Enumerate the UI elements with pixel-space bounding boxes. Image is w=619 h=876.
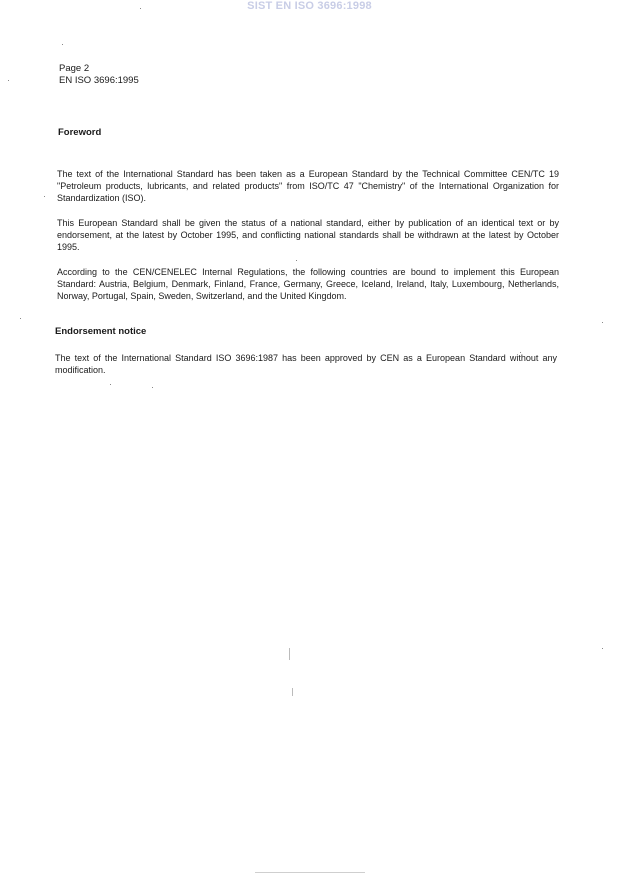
page-number: Page 2	[59, 63, 90, 74]
foreword-paragraph-2: This European Standard shall be given the status of a national standard, either by publication of an identical text or by endorsement, at the latest by October 1995, and conflicting national standards shall be withdrawn at the latest by October 1995.	[57, 218, 559, 252]
standard-reference: EN ISO 3696:1995	[59, 75, 139, 86]
watermark: SIST EN ISO 3696:1998	[247, 0, 372, 12]
scan-bottom-edge	[255, 872, 365, 873]
scan-speck	[44, 196, 45, 197]
scan-mark	[289, 648, 290, 660]
scan-speck	[110, 384, 111, 385]
endorsement-paragraph: The text of the International Standard ISO 3696:1987 has been approved by CEN as a European Standard without any modification.	[55, 353, 557, 375]
scan-speck	[152, 387, 153, 388]
scan-speck	[602, 648, 603, 649]
scan-speck	[20, 318, 21, 319]
scan-speck	[520, 352, 521, 353]
page-header	[59, 63, 139, 87]
foreword-paragraph-3: According to the CEN/CENELEC Internal Regulations, the following countries are bound to implement this European Standard: Austria, Belgium, Denmark, Finland, France, Germany, Greece, Iceland, Ireland, Italy, Luxembourg, Netherlands, Norway, Portugal, Spain, Sweden, Switzerland, and the United Kingdom.	[57, 267, 559, 301]
foreword-paragraph-1: The text of the International Standard has been taken as a European Standard by the Technical Committee CEN/TC 19 "Petroleum products, lubricants, and related products" from ISO/TC 47 "Chemistry" of the International Organization for Standardization (ISO).	[57, 169, 559, 203]
scan-speck	[62, 44, 63, 45]
scan-mark	[292, 688, 293, 696]
scan-speck	[8, 80, 9, 81]
endorsement-heading: Endorsement notice	[55, 326, 147, 337]
scan-speck	[140, 8, 141, 9]
scan-speck	[602, 322, 603, 323]
foreword-heading: Foreword	[58, 127, 102, 138]
scan-speck	[296, 260, 297, 261]
